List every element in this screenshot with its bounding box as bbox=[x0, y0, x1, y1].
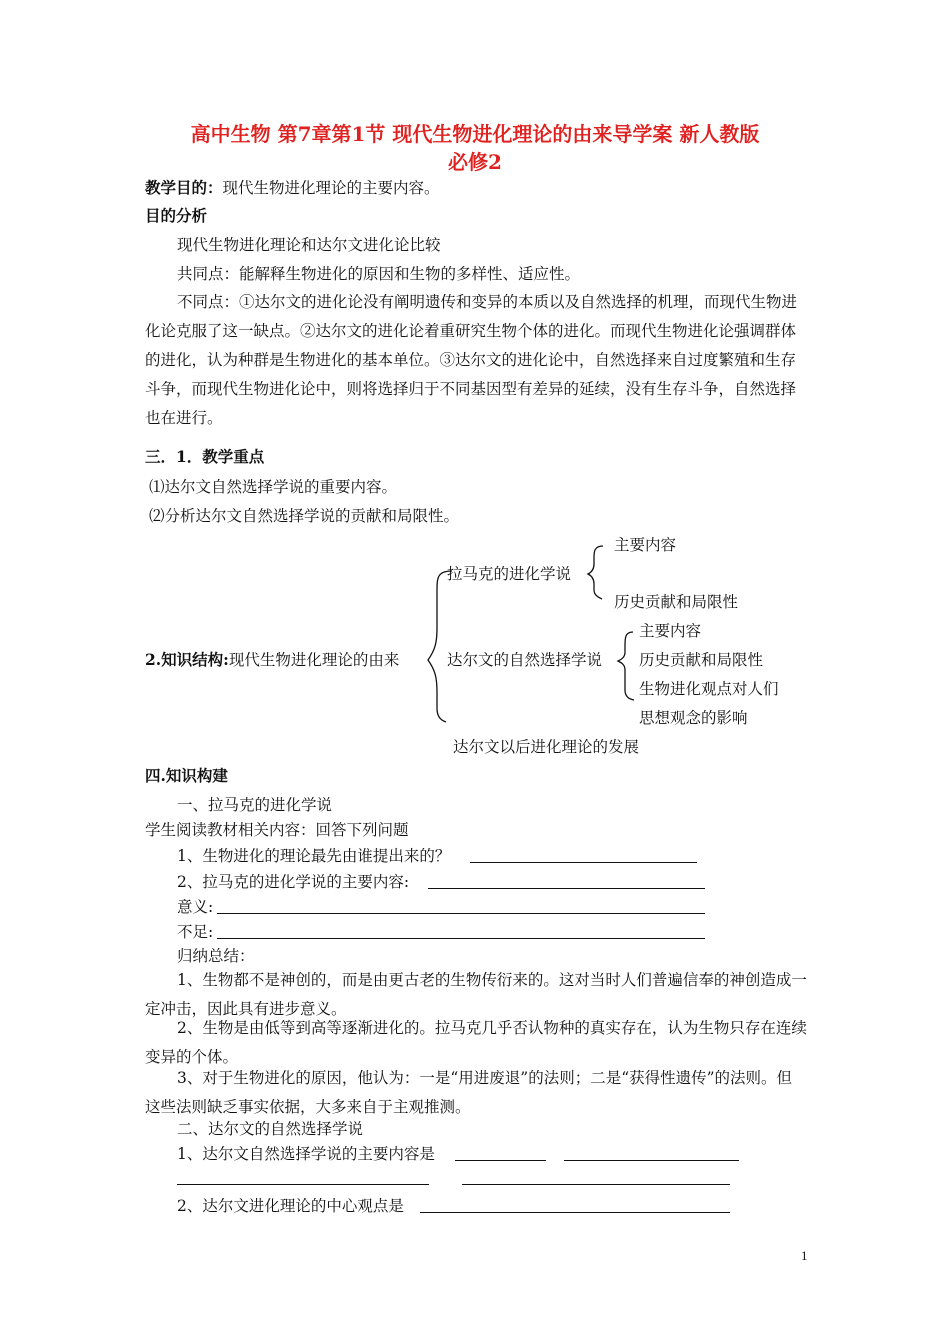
structure-darwin: 达尔文的自然选择学说 bbox=[447, 651, 603, 669]
structure-label: 2.知识结构: bbox=[145, 650, 229, 669]
summary-label: 归纳总结： bbox=[177, 947, 255, 965]
title-line-2: 必修2 bbox=[448, 150, 502, 174]
title-line-1: 高中生物 第7章第1节 现代生物进化理论的由来导学案 新人教版 bbox=[190, 122, 760, 146]
shortfall-label: 不足: bbox=[177, 923, 214, 941]
structure-darwin-child: 历史贡献和局限性 bbox=[639, 651, 764, 669]
question-2: 2、拉马克的进化学说的主要内容: bbox=[177, 873, 410, 891]
reading-instruction: 学生阅读教材相关内容：回答下列问题 bbox=[145, 821, 409, 839]
section-darwin-heading: 二、达尔文的自然选择学说 bbox=[177, 1120, 364, 1138]
structure-lamarck: 拉马克的进化学说 bbox=[447, 565, 572, 583]
answer-blank[interactable] bbox=[564, 1160, 739, 1161]
build-heading: 四.知识构建 bbox=[145, 766, 228, 785]
answer-blank[interactable] bbox=[217, 938, 705, 939]
darwin-question-1: 1、达尔文自然选择学说的主要内容是 bbox=[177, 1145, 435, 1163]
structure-after-darwin: 达尔文以后进化理论的发展 bbox=[453, 738, 640, 756]
main-brace bbox=[428, 571, 452, 722]
answer-blank[interactable] bbox=[470, 862, 697, 863]
answer-blank[interactable] bbox=[428, 888, 705, 889]
darwin-brace bbox=[618, 632, 634, 700]
key-points-heading: 三．1．教学重点 bbox=[145, 447, 265, 466]
answer-blank[interactable] bbox=[462, 1184, 730, 1185]
answer-blank[interactable] bbox=[217, 913, 705, 914]
structure-lamarck-child: 历史贡献和局限性 bbox=[614, 593, 739, 611]
answer-blank[interactable] bbox=[420, 1212, 730, 1213]
summary-point-2: 2、生物是由低等到高等逐渐进化的。拉马克几乎否认物种的真实存在，认为生物只存在连续变异的个体。 bbox=[145, 1019, 807, 1066]
structure-darwin-child: 生物进化观点对人们 bbox=[639, 680, 779, 698]
structure-darwin-child: 思想观念的影响 bbox=[639, 709, 748, 727]
summary-point-1: 1、生物都不是神创的，而是由更古老的生物传衍来的。这对当时人们普遍信奉的神创造成一定冲击，因此具有进步意义。 bbox=[145, 971, 807, 1018]
teaching-goal-label: 教学目的： bbox=[145, 178, 223, 197]
answer-blank[interactable] bbox=[455, 1160, 546, 1161]
summary-point-3: 3、对于生物进化的原因，他认为：一是“用进废退”的法则；二是“获得性遗传”的法则。但这些法则缺乏事实依据，大多来自于主观推测。 bbox=[145, 1069, 793, 1116]
analysis-diff: 不同点：①达尔文的进化论没有阐明遗传和变异的本质以及自然选择的机理，而现代生物进化论克服了这一缺点。②达尔文的进化论着重研究生物个体的进化。而现代生物进化论强调群体的进化，认为种群是生物进化的基本单位。③达尔文的进化论中，自然选择来自过度繁殖和生存斗争，而现代生物进化论中，则将选择归于不同基因型有差异的延续，没有生存斗争，自然选择也在进行。 bbox=[145, 293, 798, 427]
structure-root: 现代生物进化理论的由来 bbox=[228, 651, 400, 669]
page-number: 1 bbox=[801, 1248, 808, 1263]
key-point-item: ⑴达尔文自然选择学说的重要内容。 bbox=[149, 478, 398, 496]
meaning-label: 意义: bbox=[177, 898, 214, 916]
structure-darwin-child: 主要内容 bbox=[639, 622, 702, 640]
analysis-heading: 目的分析 bbox=[145, 206, 208, 225]
teaching-goal-text: 现代生物进化理论的主要内容。 bbox=[222, 179, 440, 197]
structure-lamarck-child: 主要内容 bbox=[614, 536, 677, 554]
lamarck-brace bbox=[588, 546, 603, 599]
analysis-compare: 现代生物进化理论和达尔文进化论比较 bbox=[177, 236, 441, 254]
darwin-question-2: 2、达尔文进化理论的中心观点是 bbox=[177, 1197, 404, 1215]
answer-blank[interactable] bbox=[177, 1184, 429, 1185]
question-1: 1、生物进化的理论最先由谁提出来的？ bbox=[177, 847, 451, 865]
key-point-item: ⑵分析达尔文自然选择学说的贡献和局限性。 bbox=[149, 507, 460, 525]
section-lamarck-heading: 一、拉马克的进化学说 bbox=[177, 796, 333, 814]
analysis-same: 共同点：能解释生物进化的原因和生物的多样性、适应性。 bbox=[177, 265, 581, 283]
